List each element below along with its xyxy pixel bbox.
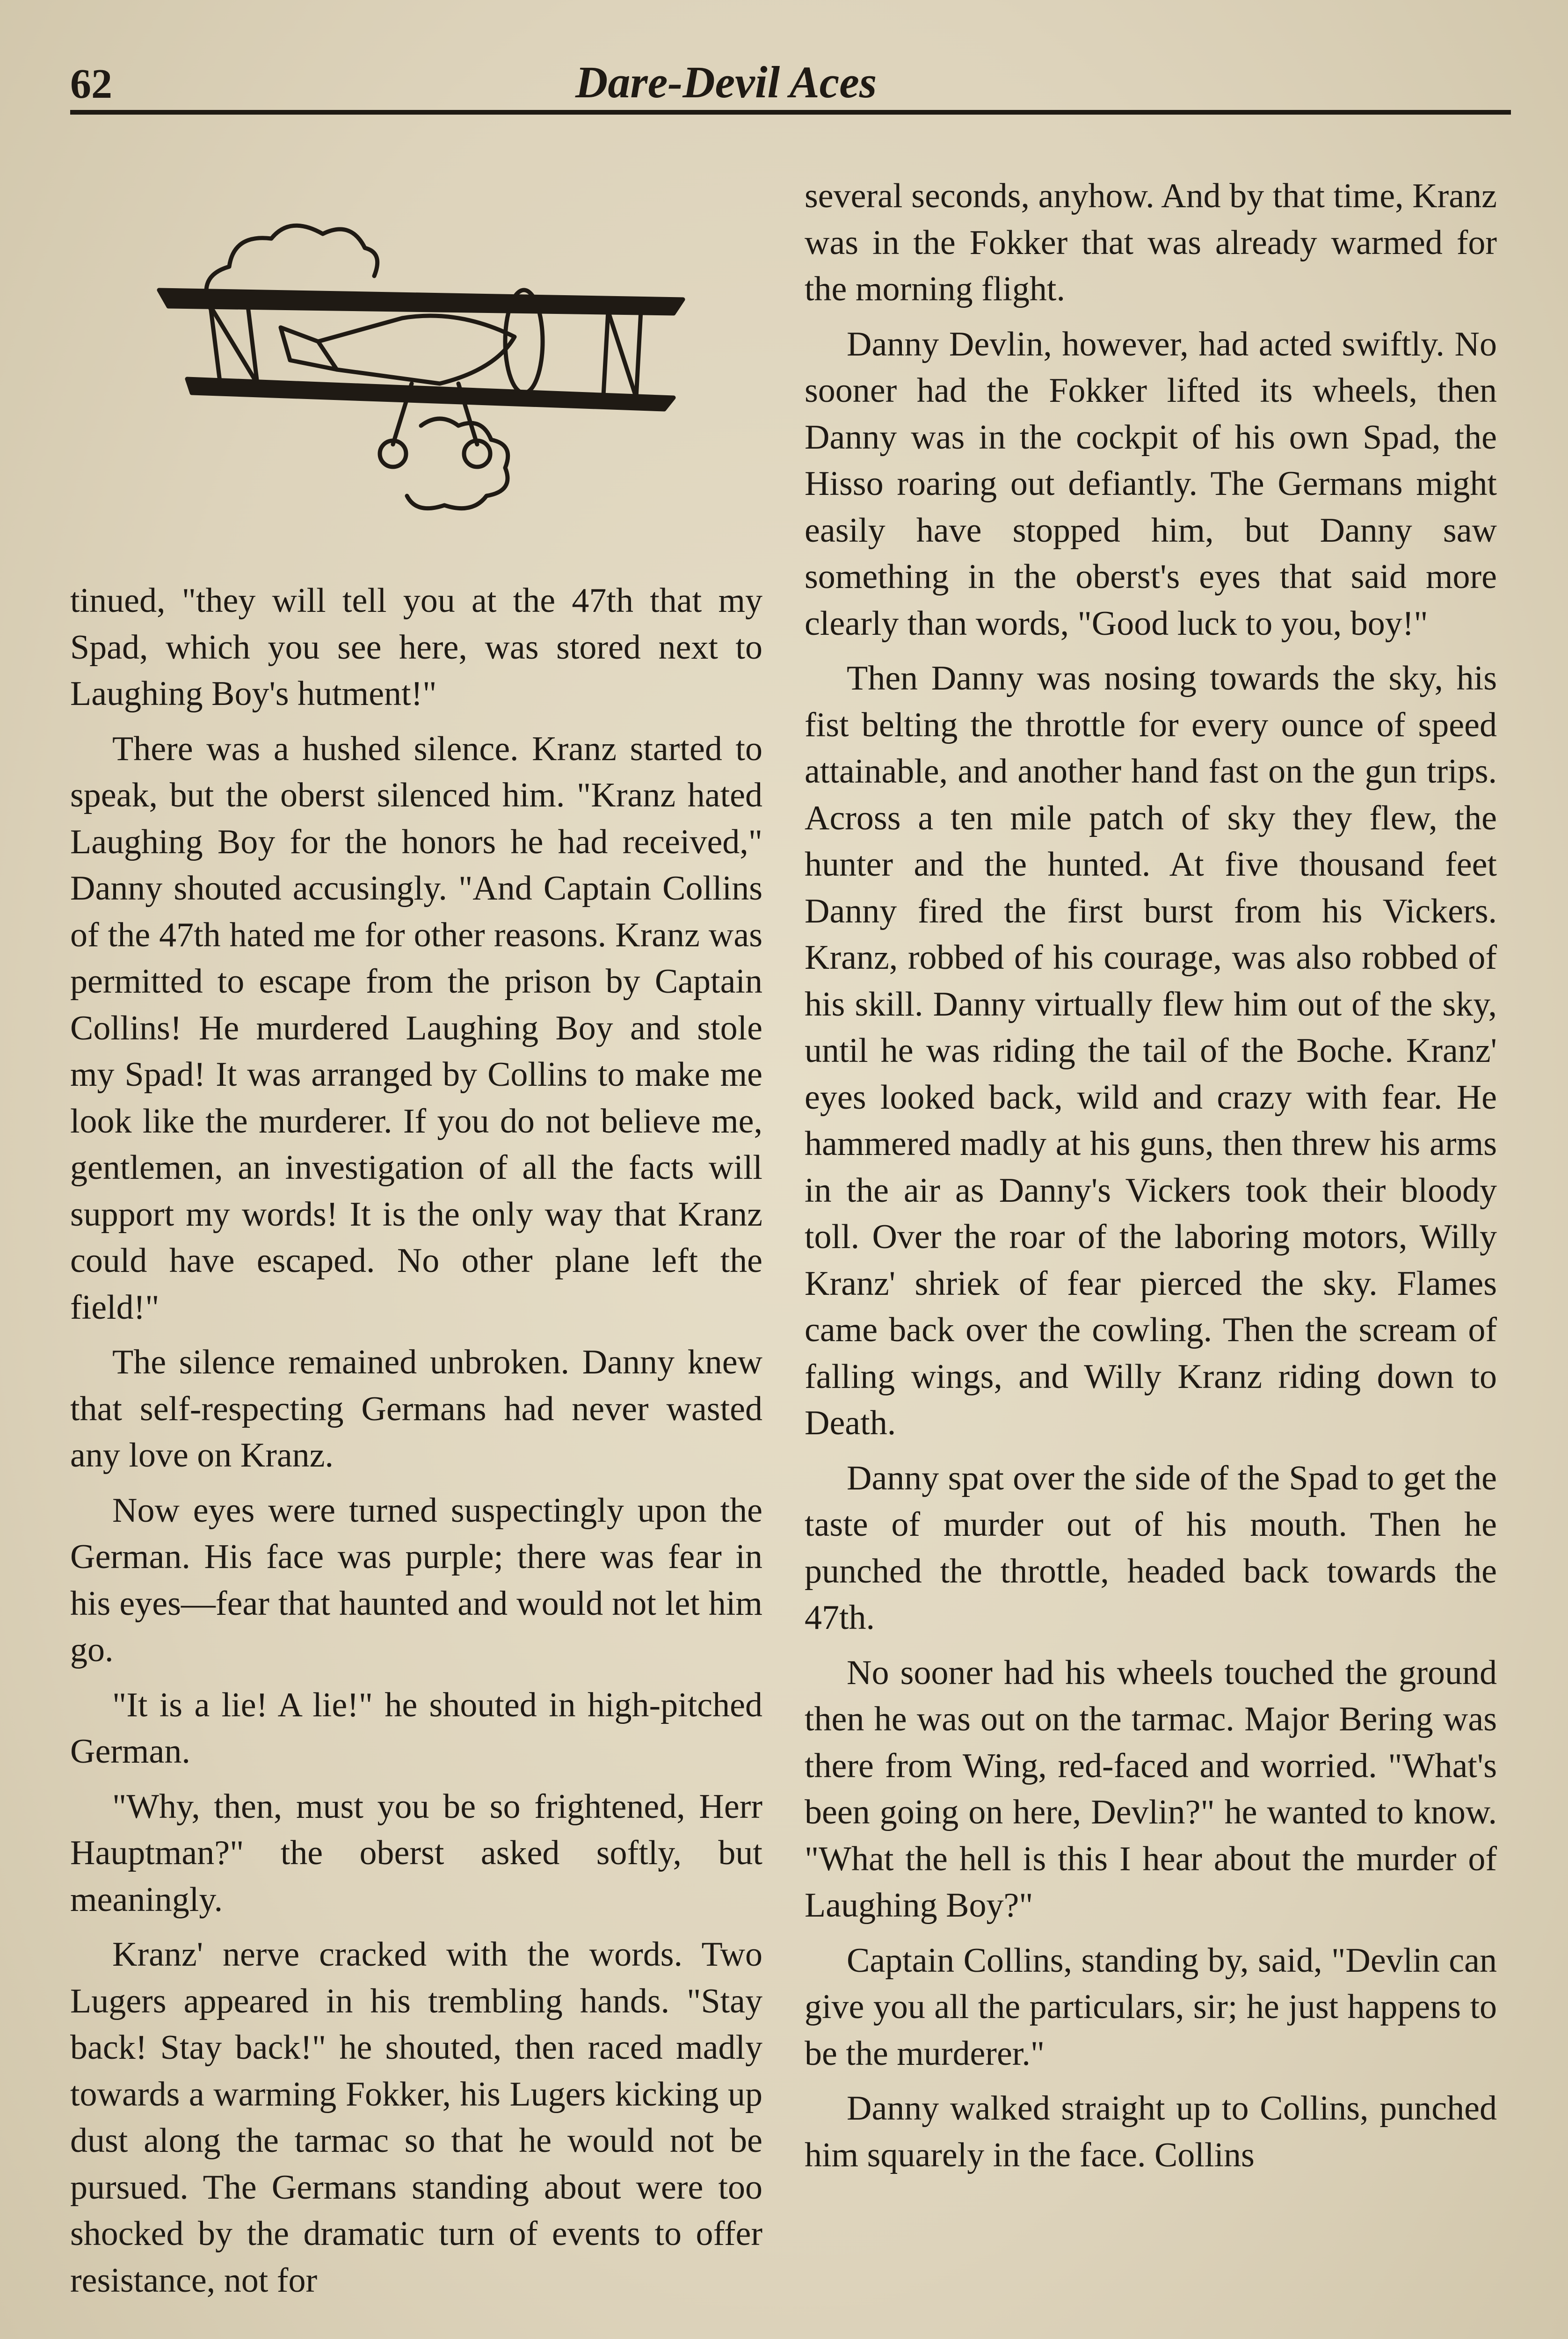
biplane-illustration [140,201,725,519]
paragraph: "It is a lie! A lie!" he shouted in high-pitched German. [70,1685,762,1771]
paragraph: "Why, then, must you be so frightened, Herr Hauptman?" the oberst asked softly, but meaningly. [70,1787,762,1919]
paragraph: tinued, "they will tell you at the 47th that my Spad, which you see here, was stored next to Laughing Boy's hutment!" [70,581,762,713]
paragraph: Then Danny was nosing towards the sky, his fist belting the throttle for every ounce of speed attainable, and another hand fast on the gun trips. Across a ten mile patch of sky they flew, the hunter and the hunted. At five thousand feet Danny fired the first burst from his Vickers. Kranz, robbed of his courage, was also robbed of his skill. Danny virtually flew him out of the sky, until he was riding the tail of the Boche. Kranz' eyes looked back, wild and crazy with fear. He hammered madly at his guns, then threw his arms in the air as Danny's Vickers took their bloody toll. Over the roar of the laboring motors, Willy Kranz' shriek of fear pierced the sky. Flames came back over the cowling. Then the scream of falling wings, and Willy Kranz riding down to Death. [805,659,1497,1442]
left-column [70,578,762,2312]
header-rule [70,110,1511,115]
paragraph: Danny walked straight up to Collins, punched him squarely in the face. Collins [805,2089,1497,2174]
paragraph: Danny spat over the side of the Spad to get the taste of murder out of his mouth. Then he punched the throttle, headed back towards the 47th. [805,1459,1497,1637]
right-column [805,173,1497,2187]
paragraph: No sooner had his wheels touched the ground then he was out on the tarmac. Major Bering was there from Wing, red-faced and worried. "What's been going on here, Devlin?" he wanted to know. "What the hell is this I hear about the murder of Laughing Boy?" [805,1653,1497,1925]
paragraph: Danny Devlin, however, had acted swiftly. No sooner had the Fokker lifted its wheels, then Danny was in the cockpit of his own Spad, the Hisso roaring out defiantly. The Germans might easily have stopped him, but Danny saw something in the oberst's eyes that said more clearly than words, "Good luck to you, boy!" [805,325,1497,643]
paragraph: Kranz' nerve cracked with the words. Two Lugers appeared in his trembling hands. "Stay back! Stay back!" he shouted, then raced madly towards a warming Fokker, his Lugers kicking up dust along the tarmac so that he would not be pursued. The Germans standing about were too shocked by the dramatic turn of events to offer resistance, not for [70,1935,762,2300]
magazine-title: Dare-Devil Aces [575,57,877,107]
paragraph: several seconds, anyhow. And by that time, Kranz was in the Fokker that was already warmed for the morning flight. [805,177,1497,308]
paragraph: Now eyes were turned suspectingly upon the German. His face was purple; there was fear in his eyes—fear that haunted and would not let him go. [70,1491,762,1669]
paragraph: The silence remained unbroken. Danny knew that self-respecting Germans had never wasted any love on Kranz. [70,1343,762,1475]
page-number: 62 [70,61,112,107]
paragraph: There was a hushed silence. Kranz started to speak, but the oberst silenced him. "Kranz hated Laughing Boy for the honors he had received," Danny shouted accusingly. "And Captain Collins of the 47th hated me for other reasons. Kranz was permitted to escape from the prison by Captain Collins! He murdered Laughing Boy and stole my Spad! It was arranged by Collins to make me look like the murderer. If you do not believe me, gentlemen, an investigation of all the facts will support my words! It is the only way that Kranz could have escaped. No other plane left the field!" [70,729,762,1327]
paragraph: Captain Collins, standing by, said, "Devlin can give you all the particulars, sir; he just happens to be the murderer." [805,1941,1497,2073]
page-header [70,56,1511,112]
